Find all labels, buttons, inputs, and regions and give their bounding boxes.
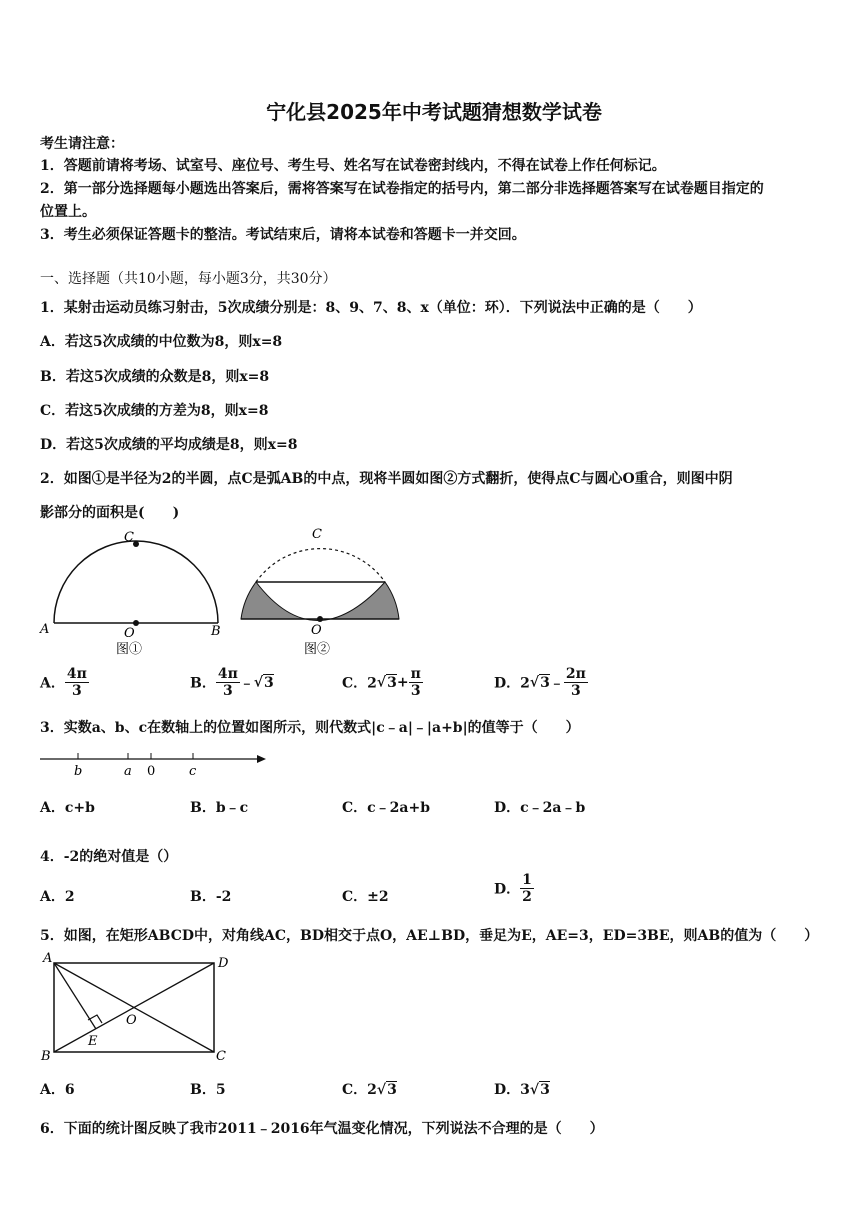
question-5-option-c: C．2√3: [342, 1082, 397, 1098]
question-1-option-a: A．若这5次成绩的中位数为8，则x=8: [40, 334, 283, 350]
arrow-icon: [257, 755, 266, 763]
notice-item: 3．考生必须保证答题卡的整洁。考试结束后，请将本试卷和答题卡一并交回。: [40, 227, 526, 243]
label-b: B: [211, 624, 221, 639]
question-2-option-a: A． $\frac{4\pi}{3}$: [40, 666, 87, 699]
label-c: c: [189, 764, 197, 779]
notice-heading: 考生请注意：: [40, 136, 124, 152]
number-line: [38, 748, 268, 782]
label-c: C: [312, 527, 322, 542]
label-a: A: [40, 622, 50, 637]
question-4-option-d: D． $\frac{1}{2}$: [494, 872, 532, 905]
question-5-option-a: A．6: [40, 1082, 75, 1098]
question-3-option-a: A．c+b: [40, 800, 95, 816]
question-2-option-c: C．2√3+ $\frac{\pi}{3}$: [342, 666, 421, 699]
fraction: $\frac{2\pi}{3}$: [565, 666, 586, 699]
question-4-stem: 4．-2的绝对值是（）: [40, 849, 178, 865]
question-1-option-d: D．若这5次成绩的平均成绩是8，则x=8: [40, 437, 298, 453]
notice-item: 1．答题前请将考场、试室号、座位号、考生号、姓名写在试卷密封线内，不得在试卷上作任何标记。: [40, 158, 666, 174]
label-o: O: [311, 623, 322, 638]
label-zero: 0: [147, 764, 156, 779]
semicircle-figure-1: [36, 524, 226, 664]
semicircle-arc: [54, 541, 218, 623]
point-o: [317, 616, 323, 622]
question-4-option-a: A．2: [40, 889, 75, 905]
fraction: $\frac{1}{2}$: [522, 872, 532, 905]
right-angle-mark: [88, 1015, 102, 1023]
question-4-option-c: C．±2: [342, 889, 389, 905]
label-c: C: [124, 530, 134, 545]
label-a: a: [124, 764, 132, 779]
question-5-option-b: B．5: [190, 1082, 226, 1098]
question-2-option-d: D．2√3﹣ $\frac{2\pi}{3}$: [494, 666, 586, 699]
question-1-stem: 1．某射击运动员练习射击，5次成绩分别是：8、9、7、8、x（单位：环）．下列说法中正确的是（ ）: [40, 300, 702, 316]
label-d: D: [218, 956, 229, 971]
question-1-option-b: B．若这5次成绩的众数是8，则x=8: [40, 369, 270, 385]
question-3-option-b: B．b﹣c: [190, 800, 249, 816]
fraction: $\frac{4\pi}{3}$: [66, 666, 87, 699]
question-2-stem-cont: 影部分的面积是( ): [40, 505, 180, 521]
section-heading: 一、选择题（共10小题，每小题3分，共30分）: [40, 271, 337, 287]
question-6-stem: 6．下面的统计图反映了我市2011﹣2016年气温变化情况，下列说法不合理的是（ ）: [40, 1121, 604, 1137]
question-2-option-b: B． $\frac{4\pi}{3}$ ﹣√3: [190, 666, 274, 699]
label-c: C: [216, 1049, 226, 1064]
label-o: O: [124, 626, 135, 641]
label-b: b: [74, 764, 83, 779]
page-title: 宁化县2025年中考试题猜想数学试卷: [266, 100, 602, 124]
dashed-arc: [256, 549, 385, 582]
question-3-option-d: D．c﹣2a﹣b: [494, 800, 586, 816]
fraction: $\frac{4\pi}{3}$: [217, 666, 238, 699]
question-2-stem: 2．如图①是半径为2的半圆，点C是弧AB的中点，现将半圆如图②方式翻折，使得点C与圆心O重合，则图中阴: [40, 471, 733, 487]
question-3-option-c: C．c﹣2a+b: [342, 800, 430, 816]
label-a: A: [43, 951, 53, 966]
question-1-option-c: C．若这5次成绩的方差为8，则x=8: [40, 403, 269, 419]
figure-caption: 图②: [304, 642, 331, 657]
shaded-region: [241, 582, 399, 621]
question-5-stem: 5．如图，在矩形ABCD中，对角线AC，BD相交于点O，AE⊥BD，垂足为E，AE=3，ED=3BE，则AB的值为（ ）: [40, 928, 819, 944]
label-o: O: [126, 1013, 137, 1028]
question-3-stem: 3．实数a、b、c在数轴上的位置如图所示，则代数式|c﹣a|﹣|a+b|的值等于（ ）: [40, 720, 580, 736]
rectangle-figure: [38, 950, 238, 1065]
label-b: B: [41, 1049, 51, 1064]
fraction: $\frac{\pi}{3}$: [410, 666, 421, 699]
question-4-option-b: B．-2: [190, 889, 232, 905]
label-e: E: [88, 1034, 98, 1049]
notice-item: 2．第一部分选择题每小题选出答案后，需将答案写在试卷指定的括号内，第二部分非选择题答案写在试卷题目指定的: [40, 181, 764, 197]
notice-item: 位置上。: [40, 204, 96, 220]
semicircle-figure-2: [236, 524, 411, 664]
figure-caption: 图①: [116, 642, 143, 657]
question-5-option-d: D．3√3: [494, 1082, 550, 1098]
